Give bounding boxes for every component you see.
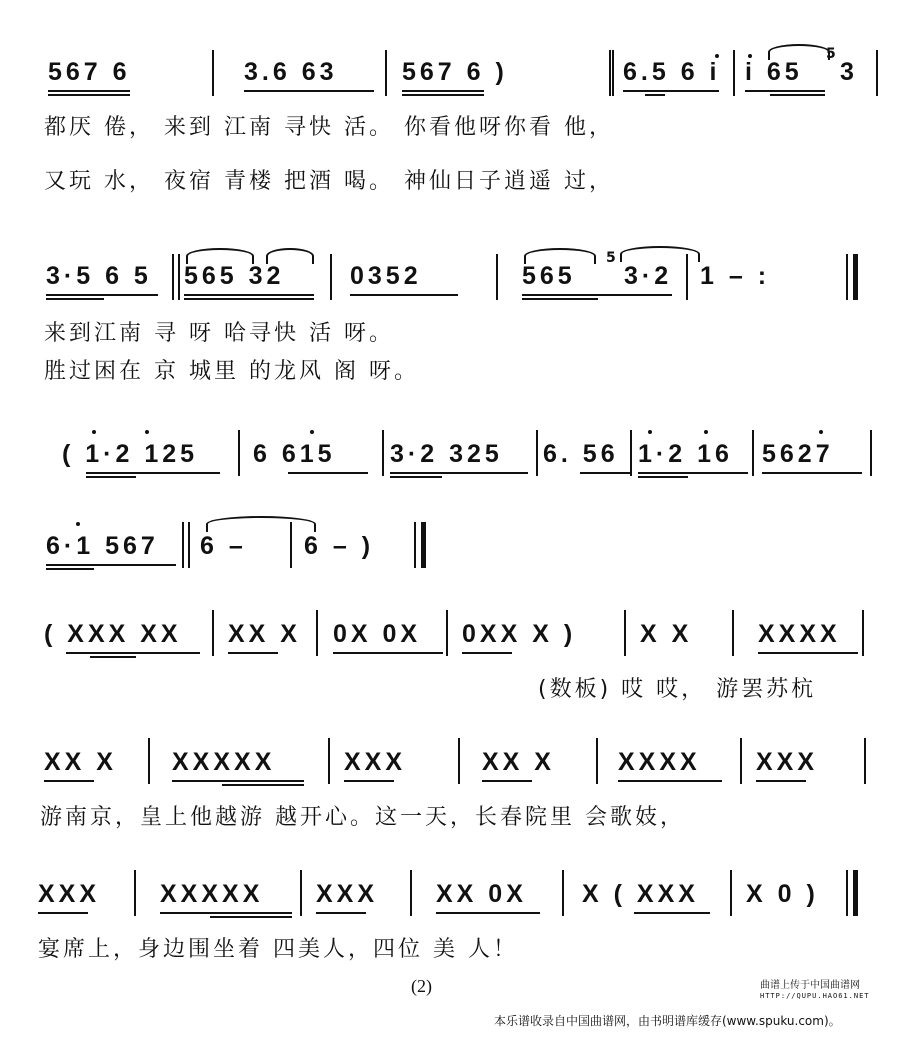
r3-m2: 6 615 — [253, 440, 336, 468]
r1-lyric-1: 都厌 倦， 来到 江南 寻快 活。 你看他呀你看 他， — [44, 115, 614, 140]
tie — [206, 516, 316, 532]
r1-grace: 5 — [826, 46, 836, 62]
r6-m6: XXX — [756, 748, 819, 776]
r7-m5: X ( XXX — [582, 880, 699, 908]
r1-ul — [48, 90, 130, 92]
r5-m4: 0XX X ) — [462, 620, 577, 648]
r5-m6: XXXX — [758, 620, 841, 648]
r1-m5: i 65 — [745, 58, 803, 86]
r7-m6: X 0 ) — [746, 880, 819, 908]
r7-lyric: 宴席上，身边围坐着 四美人，四位 美 人！ — [38, 937, 518, 962]
r6-m5: XXXX — [618, 748, 701, 776]
r5-m3: 0X 0X — [333, 620, 422, 648]
r5-m5: X X — [640, 620, 693, 648]
r1-lyric-2: 又玩 水， 夜宿 青楼 把酒 喝。 神仙日子逍遥 过， — [44, 169, 614, 194]
r3-m4: 6. 56 — [543, 440, 619, 468]
r2-m5: 3·2 — [624, 262, 673, 290]
r4-m2: 6 – — [200, 532, 247, 560]
page-number: (2) — [411, 976, 432, 996]
r6-lyric: 游南京，皇上他越游 越开心。这一天，长春院里 会歌妓， — [40, 805, 685, 830]
r1-slur — [768, 44, 830, 60]
r2-m3: 0352 — [350, 262, 422, 290]
r5-lyric: (数板) 哎 哎， 游罢苏杭 — [538, 677, 817, 702]
r2-lyric-1: 来到江南 寻 呀 哈寻快 活 呀。 — [44, 321, 394, 346]
final-barline — [853, 870, 858, 916]
r4-m1: 6·1 567 — [46, 532, 159, 560]
r1-m6: 3 — [840, 58, 858, 86]
r2-grace: 5 — [606, 250, 616, 266]
r2-m6: 1 – : — [700, 262, 771, 290]
r1-m3: 567 6 ) — [402, 58, 508, 86]
bar-line — [212, 50, 214, 96]
r2-m4: 565 — [522, 262, 576, 290]
watermark-line-1: 曲谱上传于中国曲谱网 — [760, 980, 860, 991]
footer-source: 本乐谱收录自中国曲谱网，由书明谱库缓存(www.spuku.com)。 — [494, 1014, 841, 1028]
r7-m2: XXXXX — [160, 880, 264, 908]
r2-m2: 565 32 — [184, 262, 285, 290]
r1-m1: 567 6 — [48, 58, 131, 86]
r2-m1: 3·5 6 5 — [46, 262, 152, 290]
r4-m3: 6 – ) — [304, 532, 375, 560]
r3-m1: ( 1·2 125 — [62, 440, 199, 468]
repeat-end-barline — [853, 254, 858, 300]
r6-m2: XXXXX — [172, 748, 276, 776]
r7-m4: XX 0X — [436, 880, 527, 908]
r7-m3: XXX — [316, 880, 379, 908]
r3-m5: 1·2 16 — [638, 440, 733, 468]
r1-m2: 3.6 63 — [244, 58, 338, 86]
r5-m2: XX X — [228, 620, 301, 648]
r3-m6: 5627 — [762, 440, 834, 468]
watermark-line-2: HTTP://QUPU.HAO61.NET — [760, 992, 870, 1000]
r6-m1: XX X — [44, 748, 117, 776]
r1-m4: 6.5 6 i — [623, 58, 721, 86]
r5-m1: ( XXX XX — [44, 620, 182, 648]
final-barline — [421, 522, 426, 568]
r2-lyric-2: 胜过困在 京 城里 的龙风 阁 呀。 — [44, 359, 419, 384]
r6-m4: XX X — [482, 748, 555, 776]
r6-m3: XXX — [344, 748, 407, 776]
r3-m3: 3·2 325 — [390, 440, 503, 468]
r7-m1: XXX — [38, 880, 101, 908]
